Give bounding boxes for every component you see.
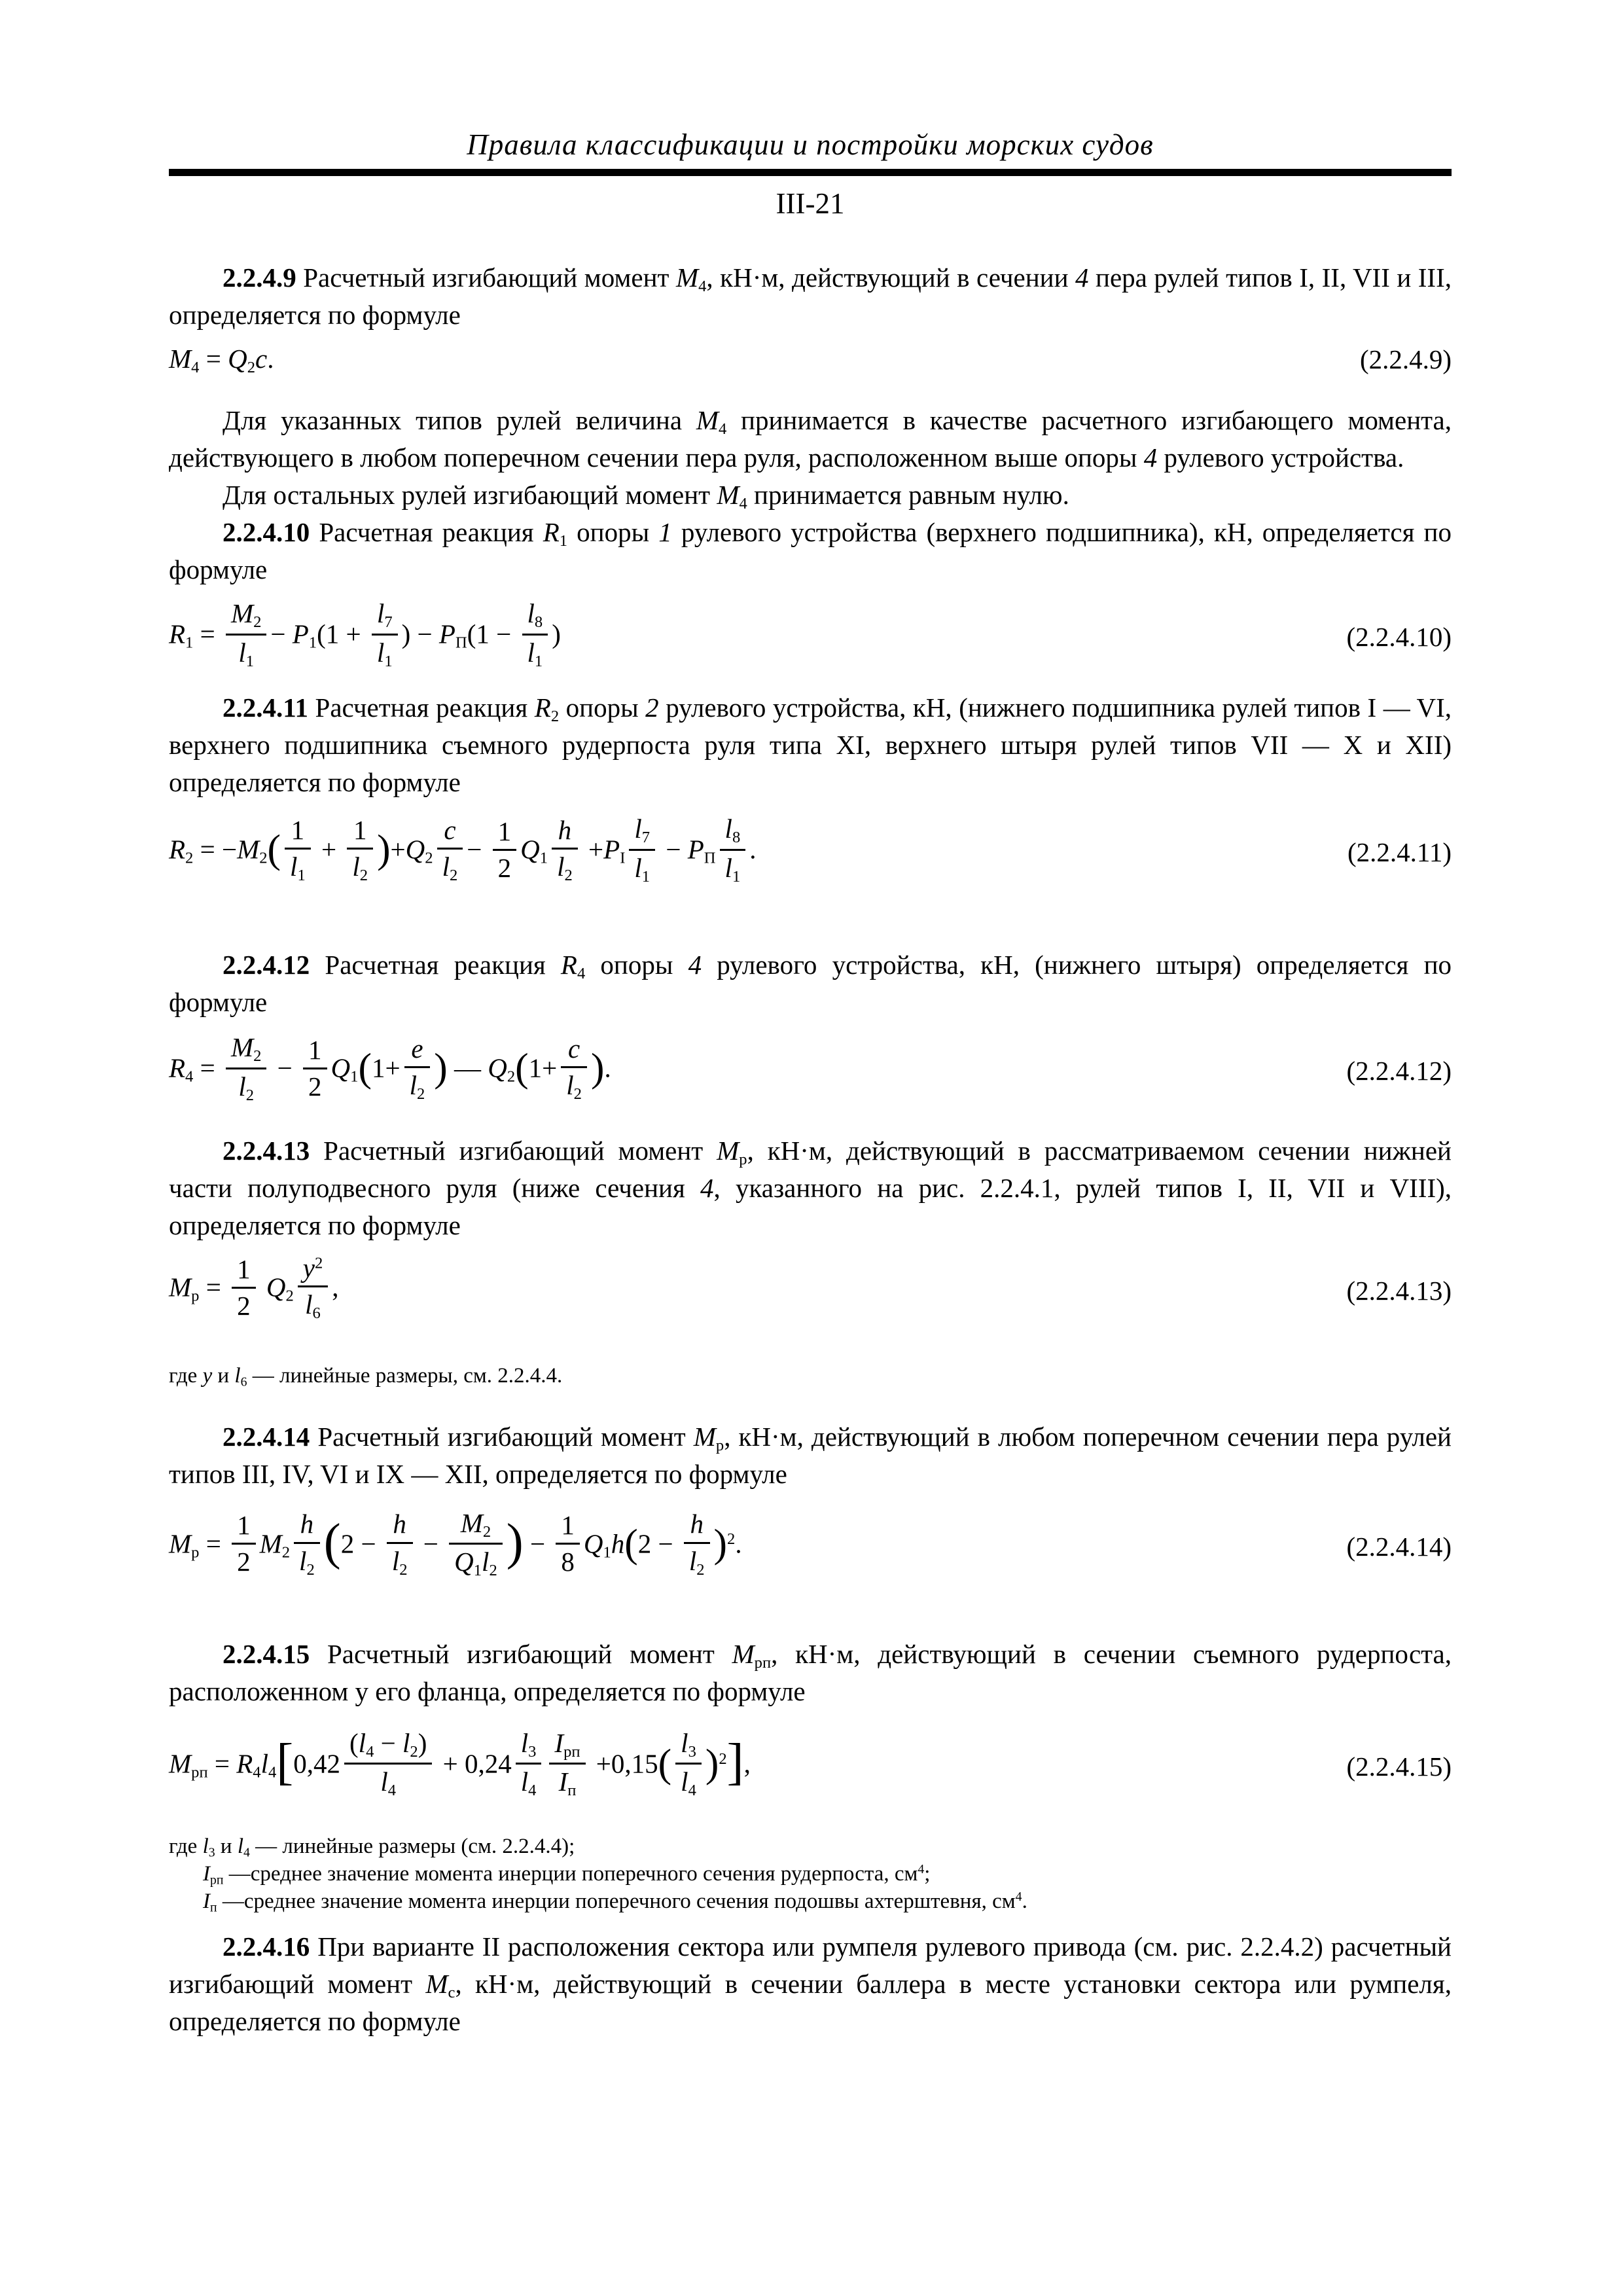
paragraph-2-2-4-10: 2.2.4.10 Расчетная реакция R1 опоры 1 рулевого устройства (верхнего подшипника), кН, определяется по формуле [169,517,1452,585]
formula-row-2-2-4-14 [169,1507,1452,1583]
formula-2-2-4-11: R2 = −M2( $\frac{1}{l1}$ + $\frac{1}{l2}$ )+Q2 $\frac{c}{l2}$ − $\frac{1}{2}$ Q1 $\frac{h}{l2}$ +PI $\frac{l7}{l1}$ − PП $\frac{l8}{l1}$ . [169,814,757,886]
note-i-rp: Iрп —среднее значение момента инерции поперечного сечения рудерпоста, $см^4$; [203,1861,931,1888]
note-y-l6: где y и l6 — линейные размеры, см. 2.2.4.4. [169,1363,563,1390]
formula-row-2-2-4-15 [169,1727,1452,1803]
paragraph-2-2-4-12: 2.2.4.12 Расчетная реакция R4 опоры 4 рулевого устройства, кН, (нижнего штыря) определяется по формуле [169,950,1452,1018]
note-l3-l4: где l3 и l4 — линейные размеры (см. 2.2.4.4); [169,1834,575,1860]
paragraph-2-2-4-16: 2.2.4.16 При варианте II расположения сектора или румпеля рулевого привода (см. рис. 2.2.4.2) расчетный изгибающий момент Mс, кН·м, действующий в сечении баллера в месте установки сектора или румпеля, определяется по формуле [169,1931,1452,2036]
paragraph-2-2-4-9: 2.2.4.9 Расчетный изгибающий момент M4, кН·м, действующий в сечении 4 пера рулей типов I, II, VII и III, определяется по формуле [169,262,1452,330]
paragraph-2-2-4-11: 2.2.4.11 Расчетная реакция R2 опоры 2 рулевого устройства, кН, (нижнего подшипника рулей типов I — VI, верхнего подшипника съемного рудерпоста руля типа XI, верхнего штыря рулей типов VII — X и XII) определяется по формуле [169,692,1452,798]
formula-2-2-4-15: Mрп = R4l4[0,42 $\frac{(l4 - l2)}{l4}$ + 0,24 $\frac{l3}{l4}$ $\frac{\text{Iрп}}{Iп}$ +0,15( $\frac{l3}{l4}$ )$^2$], [169,1727,751,1800]
formula-2-2-4-14: Mр = $\frac{1}{2}$ M2 $\frac{h}{l2}$ (2 − $\frac{h}{l2}$ − $\frac{M2}{Q1l2}$ ) − $\frac{1}{8}$ Q1h(2 − $\frac{h}{l2}$ )$^2$. [169,1507,742,1580]
formula-2-2-4-13: Mр = $\frac{1}{2}$ Q2 $\frac{y^2}{l6}$ , [169,1253,339,1323]
page-number: III-21 [776,187,845,220]
formula-label-2-2-4-11: (2.2.4.11) [1347,837,1452,868]
paragraph-2-2-4-15: 2.2.4.15 Расчетный изгибающий момент Mрп, кН·м, действующий в сечении съемного рудерпоста, расположенном у его фланца, определяется по формуле [169,1638,1452,1706]
formula-2-2-4-10: R1 = $\frac{M2}{l1}$ − P1(1 + $\frac{l7}{l1}$ ) − PП(1 − $\frac{l8}{l1}$ ) [169,598,561,670]
formula-row-2-2-4-9 [169,343,1452,376]
formula-label-2-2-4-9: (2.2.4.9) [1359,344,1452,375]
formula-label-2-2-4-13: (2.2.4.13) [1346,1275,1452,1306]
paragraph-2-2-4-13: 2.2.4.13 Расчетный изгибающий момент Mр, кН·м, действующий в рассматриваемом сечении нижней части полуподвесного руля (ниже сечения 4, указанного на рис. 2.2.4.1, рулей типов I, II, VII и VIII), определяется по формуле [169,1136,1452,1241]
paragraph-m4-note-1: Для указанных типов рулей величина M4 принимается в качестве расчетного изгибающего момента, действующего в любом поперечном сечении пера руля, расположенном выше опоры 4 рулевого устройства. [169,405,1452,473]
formula-2-2-4-12: R4 = $\frac{M2}{l2}$ − $\frac{1}{2}$ Q1(1+ $\frac{e}{l2}$ ) — Q2(1+ $\frac{c}{l2}$ ). [169,1032,611,1104]
formula-row-2-2-4-10 [169,600,1452,673]
formula-label-2-2-4-15: (2.2.4.15) [1346,1751,1452,1782]
formula-label-2-2-4-10: (2.2.4.10) [1346,622,1452,653]
formula-label-2-2-4-12: (2.2.4.12) [1346,1056,1452,1086]
header-rule [169,169,1452,176]
formula-label-2-2-4-14: (2.2.4.14) [1346,1531,1452,1562]
formula-row-2-2-4-11 [169,816,1452,889]
formula-row-2-2-4-12 [169,1034,1452,1107]
paragraph-2-2-4-14: 2.2.4.14 Расчетный изгибающий момент Mр, кН·м, действующий в любом поперечном сечении пера рулей типов III, IV, VI и IX — XII, определяется по формуле [169,1421,1452,1489]
document-title: Правила классификации и постройки морских судов [467,128,1154,161]
note-i-p: Iп —среднее значение момента инерции поперечного сечения подошвы ахтерштевня, $см^4$. [203,1889,1027,1915]
formula-2-2-4-9: M4 = Q2c. [169,344,274,376]
document-body [169,259,1452,2040]
paragraph-m4-note-2: Для остальных рулей изгибающий момент M4 принимается равным нулю. [223,480,1069,513]
page-header [169,128,1452,222]
formula-row-2-2-4-13 [169,1255,1452,1326]
